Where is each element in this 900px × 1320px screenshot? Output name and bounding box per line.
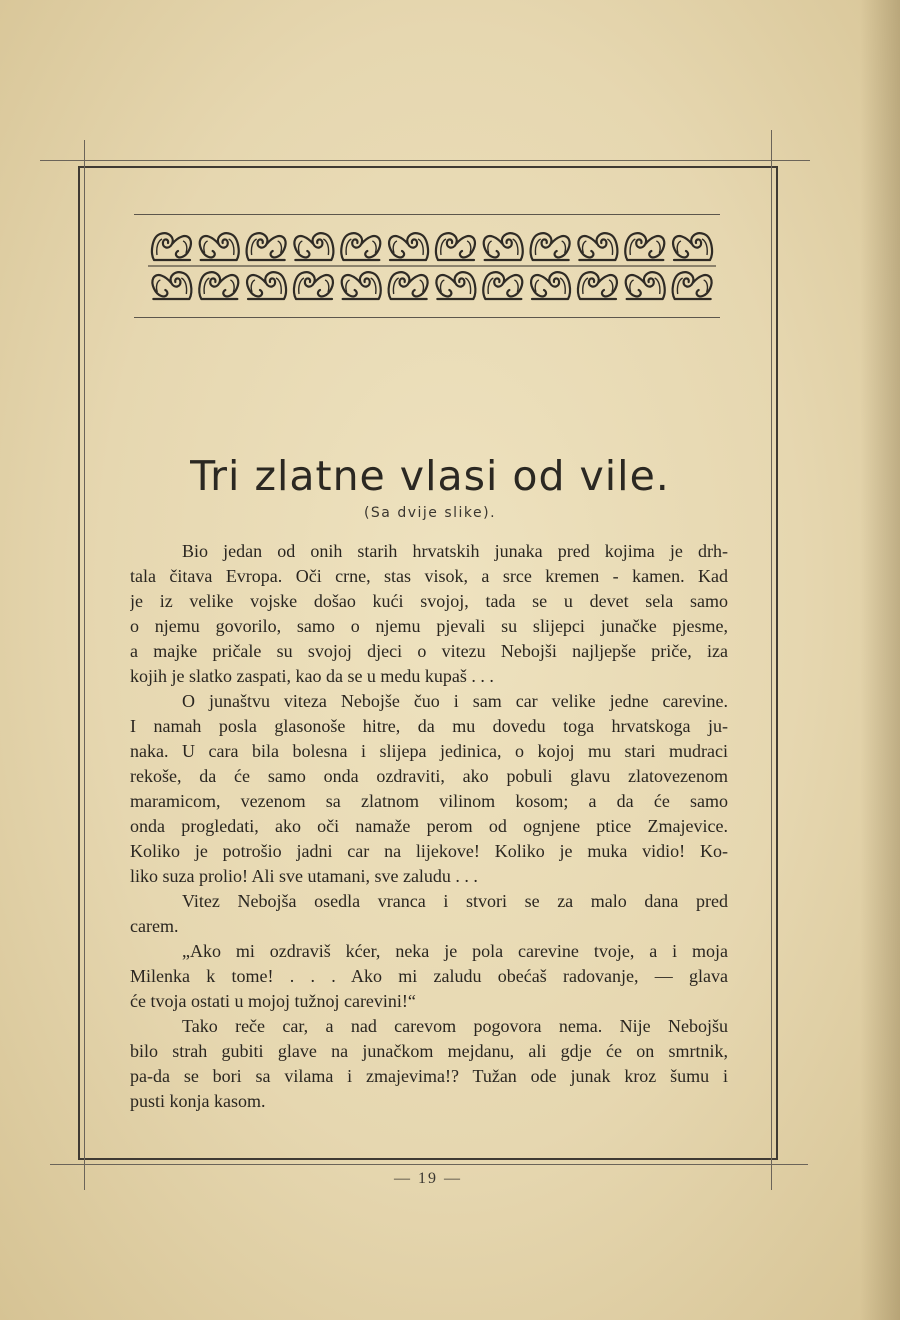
ornament-scroll-icon bbox=[294, 272, 333, 299]
text-line: O junaštvu viteza Nebojše čuo i sam car velike jedne carevine. bbox=[182, 691, 728, 711]
ornament-scroll-icon bbox=[199, 272, 238, 299]
ornament-scroll-icon bbox=[578, 272, 617, 299]
text-line: „Ako mi ozdraviš kćer, neka je pola carevine tvoje, a i moja bbox=[182, 941, 728, 961]
text-line: Vitez Nebojša osedla vranca i stvori se za malo dana pred bbox=[182, 891, 728, 911]
ornament-scroll-icon bbox=[484, 233, 523, 260]
text-line: Koliko je potrošio jadni car na lijekove! Koliko je muka vidio! Ko- bbox=[130, 841, 728, 861]
frame-rule-bottom bbox=[78, 1158, 778, 1160]
ornament-scroll-icon bbox=[294, 233, 333, 260]
text-line: bilo strah gubiti glave na junačkom mejdanu, ali gdje će on smrtnik, bbox=[130, 1041, 728, 1061]
text-line: će tvoja ostati u mojoj tužnoj carevini!“ bbox=[130, 991, 416, 1011]
ornament-scroll-icon bbox=[436, 272, 475, 299]
story-body bbox=[130, 539, 728, 1114]
text-line: a majke pričale su svojoj djeci o vitezu Nebojši najljepše priče, iza bbox=[130, 641, 728, 661]
frame-rule-left-outer bbox=[84, 140, 85, 1190]
text-line: liko suza prolio! Ali sve utamani, sve zaludu . . . bbox=[130, 866, 478, 886]
text-line: I namah posla glasonoše hitre, da mu dovedu toga hrvatskoga ju- bbox=[130, 716, 728, 736]
ornament-scroll-icon bbox=[578, 233, 617, 260]
frame-rule-left bbox=[78, 166, 80, 1160]
ornament-scroll-icon bbox=[625, 233, 664, 260]
ornament-scroll-icon bbox=[247, 233, 286, 260]
text-line: rekoše, da će samo onda ozdraviti, ako pobuli glavu zlatovezenom bbox=[130, 766, 728, 786]
ornament-scroll-icon bbox=[673, 233, 712, 260]
ornament-scroll-icon bbox=[436, 233, 475, 260]
frame-rule-right-outer bbox=[771, 130, 772, 1190]
story-title: Tri zlatne vlasi od vile. bbox=[190, 452, 670, 500]
ornament-pattern-icon bbox=[148, 227, 716, 305]
story-subtitle: (Sa dvije slike). bbox=[363, 505, 497, 521]
ornament-scroll-icon bbox=[341, 233, 380, 260]
ornament-scroll-icon bbox=[531, 233, 570, 260]
text-line: carem. bbox=[130, 916, 179, 936]
ornament-scroll-icon bbox=[389, 272, 428, 299]
text-line: maramicom, vezenom sa zlatnom vilinom kosom; a da će samo bbox=[130, 791, 728, 811]
text-line: Milenka k tome! . . . Ako mi zaludu obećaš radovanje, — glava bbox=[130, 966, 728, 986]
ornament-scroll-icon bbox=[152, 272, 191, 299]
spine-shadow bbox=[860, 0, 900, 1320]
text-line: onda progledati, ako oči namaže perom od ognjene ptice Zmajevice. bbox=[130, 816, 728, 836]
text-line: Tako reče car, a nad carevom pogovora nema. Nije Nebojšu bbox=[182, 1016, 728, 1036]
frame-rule-top-outer bbox=[40, 160, 810, 161]
frame-rule-top bbox=[78, 166, 778, 168]
text-line: naka. U cara bila bolesna i slijepa jedinica, o kojoj mu stari mudraci bbox=[130, 741, 728, 761]
ornament-scroll-icon bbox=[531, 272, 570, 299]
ornament-scroll-icon bbox=[673, 272, 712, 299]
decorative-ornament-band bbox=[134, 214, 720, 318]
ornament-scroll-icon bbox=[200, 233, 239, 260]
text-line: kojih je slatko zaspati, kao da se u medu kupaš . . . bbox=[130, 666, 494, 686]
text-line: Bio jedan od onih starih hrvatskih junaka pred kojima je drh- bbox=[182, 541, 728, 561]
frame-rule-right bbox=[776, 166, 778, 1160]
text-line: pusti konja kasom. bbox=[130, 1091, 266, 1111]
ornament-scroll-icon bbox=[626, 272, 665, 299]
text-line: je iz velike vojske došao kući svojoj, tada se u devet sela samo bbox=[130, 591, 728, 611]
page-number: — 19 — bbox=[394, 1170, 462, 1187]
text-line: pa-da se bori sa vilama i zmajevima!? Tužan ode junak kroz šumu i bbox=[130, 1066, 728, 1086]
ornament-scroll-icon bbox=[247, 272, 286, 299]
ornament-scroll-icon bbox=[342, 272, 381, 299]
text-line: o njemu govorilo, samo o njemu pjevali su slijepci junačke pjesme, bbox=[130, 616, 728, 636]
frame-rule-bottom-outer bbox=[50, 1164, 808, 1165]
ornament-scroll-icon bbox=[389, 233, 428, 260]
text-line: tala čitava Evropa. Oči crne, stas visok, a srce kremen - kamen. Kad bbox=[130, 566, 728, 586]
ornament-scroll-icon bbox=[483, 272, 522, 299]
ornament-scroll-icon bbox=[152, 233, 191, 260]
